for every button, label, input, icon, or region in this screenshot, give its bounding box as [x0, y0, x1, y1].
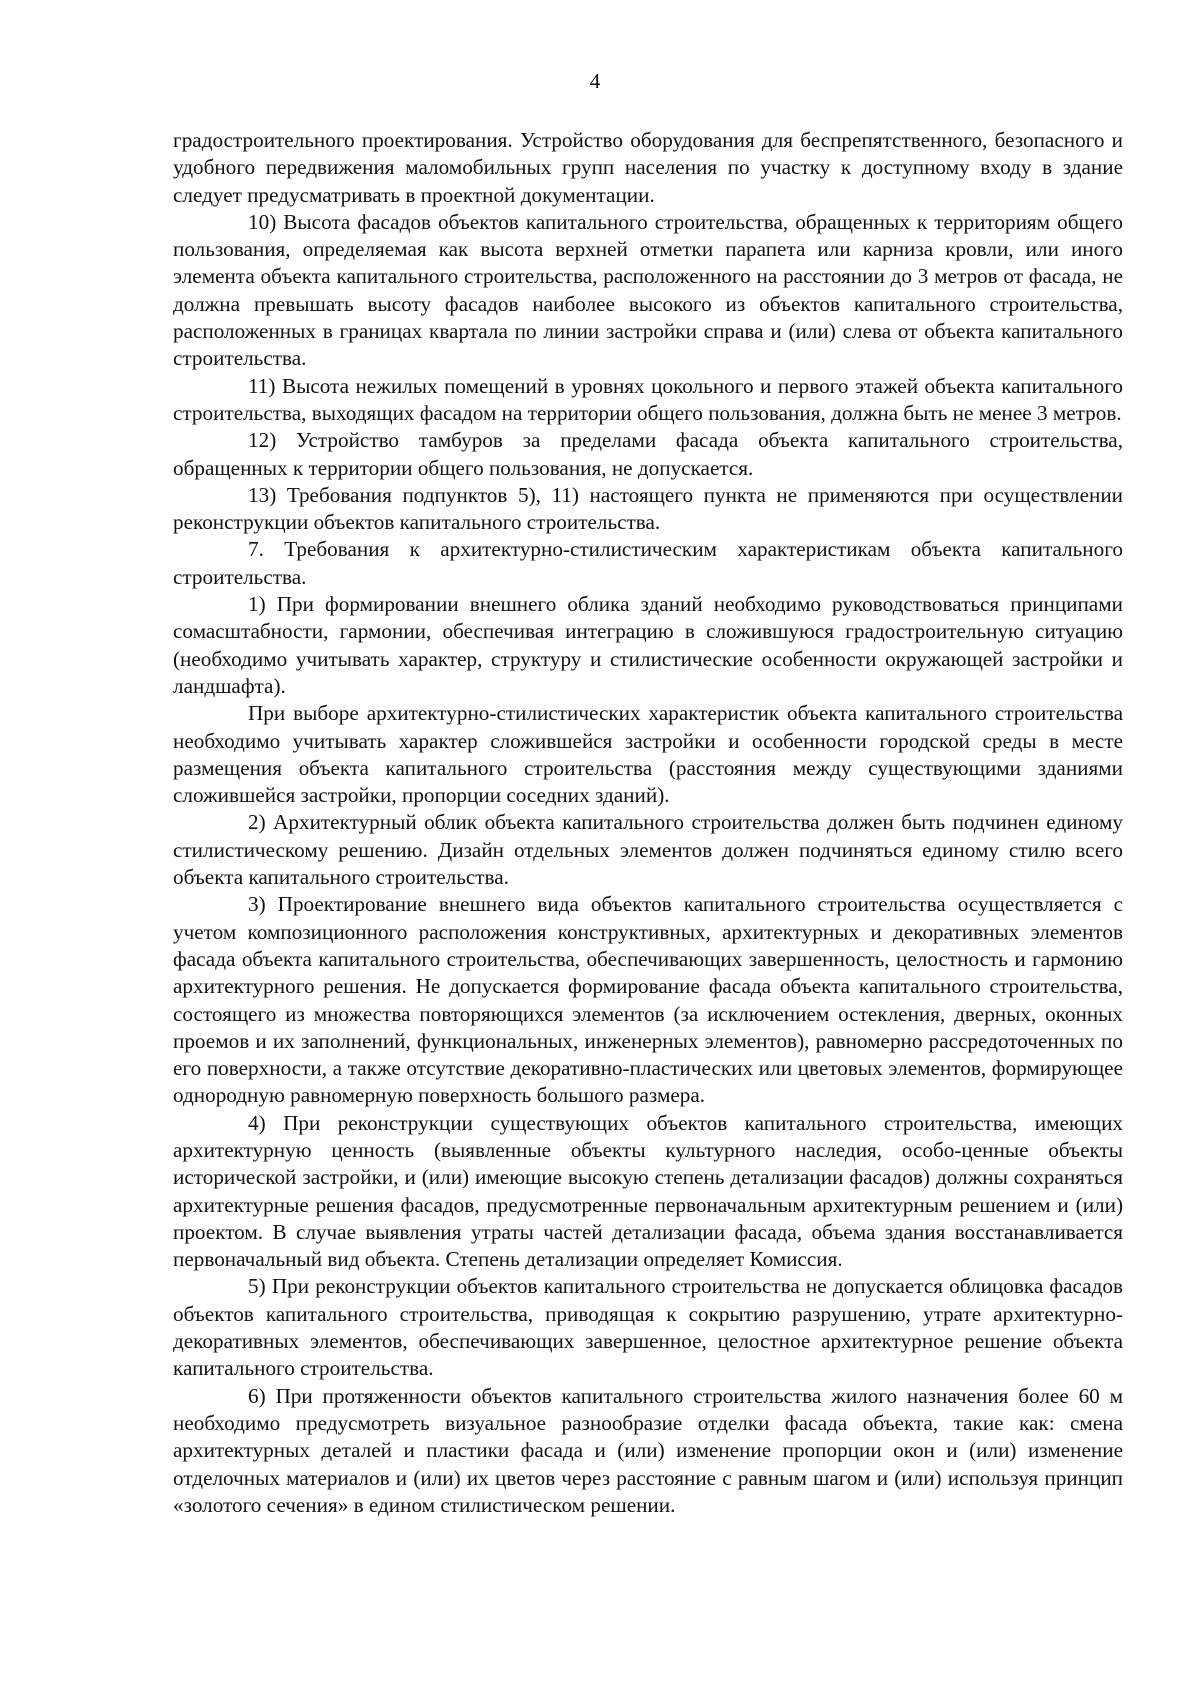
section-heading-7: 7. Требования к архитектурно-стилистическим характеристикам объекта капитального строительства.	[173, 537, 1123, 589]
paragraph-subitem-6: 6) При протяженности объектов капитального строительства жилого назначения более 60 м необходимо предусмотреть визуальное разнообразие отделки фасада объекта, такие как: смена архитектурных деталей и пластики фасада и (или) изменение пропорции окон и (или) изменение отделочных материалов и (или) их цветов через расстояние с равным шагом и (или) используя принцип «золотого сечения» в едином стилистическом решении.	[173, 1383, 1123, 1517]
paragraph-item-13: 13) Требования подпунктов 5), 11) настоящего пункта не применяются при осуществлении реконструкции объектов капитального строительства.	[173, 482, 1123, 535]
paragraph-subitem-1-continued: При выборе архитектурно-стилистических характеристик объекта капитального строительства необходимо учитывать характер сложившейся застройки и особенности городской среды в месте размещения объекта капитального строительства (расстояния между существующими зданиями сложившейся застройки, пропорции соседних зданий).	[173, 701, 1123, 808]
page-number: 4	[589, 69, 601, 93]
paragraph-continuation: градостроительного проектирования. Устройство оборудования для беспрепятственного, безопасного и удобного передвижения маломобильных групп населения по участку к доступному входу в здание следует предусматривать в проектной документации.	[173, 128, 1123, 207]
paragraph-item-12: 12) Устройство тамбуров за пределами фасада объекта капитального строительства, обращенных к территории общего пользования, не допускается.	[173, 428, 1123, 480]
paragraph-subitem-1: 1) При формировании внешнего облика зданий необходимо руководствоваться принципами сомасштабности, гармонии, обеспечивая интеграцию в сложившуюся градостроительную ситуацию (необходимо учитывать характер, структуру и стилистические особенности окружающей застройки и ландшафта).	[173, 592, 1123, 698]
paragraph-subitem-4: 4) При реконструкции существующих объектов капитального строительства, имеющих архитектурную ценность (выявленные объекты культурного наследия, особо-ценные объекты исторической застройки, и (или) имеющие высокую степень детализации фасадов) должны сохраняться архитектурные решения фасадов, предусмотренные первоначальным архитектурным решением и (или) проектом. В случае выявления утраты частей детализации фасада, объема здания восстанавливается первоначальный вид объекта. Степень детализации определяет Комиссия.	[173, 1110, 1123, 1272]
paragraph-subitem-2: 2) Архитектурный облик объекта капитального строительства должен быть подчинен единому стилистическому решению. Дизайн отдельных элементов должен подчиняться единому стилю всего объекта капитального строительства.	[173, 810, 1123, 890]
paragraph-subitem-3: 3) Проектирование внешнего вида объектов капитального строительства осуществляется с учетом композиционного расположения конструктивных, архитектурных и декоративных элементов фасада объекта капитального строительства, обеспечивающих завершенность, целостность и гармонию архитектурного решения. Не допускается формирование фасада объекта капитального строительства, состоящего из множества повторяющихся элементов (за исключением остекления, дверных, оконных проемов и их заполнений, функциональных, инженерных элементов), равномерно рассредоточенных по его поверхности, а также отсутствие декоративно-пластических или цветовых элементов, формирующее однородную равномерную поверхность большого размера.	[173, 892, 1123, 1108]
paragraph-item-10: 10) Высота фасадов объектов капитального строительства, обращенных к территориям общего пользования, определяемая как высота верхней отметки парапета или карниза кровли, или иного элемента объекта капитального строительства, расположенного на расстоянии до 3 метров от фасада, не должна превышать высоту фасадов наиболее высокого из объектов капитального строительства, расположенных в границах квартала по линии застройки справа и (или) слева от объекта капитального строительства.	[173, 209, 1123, 371]
document-body	[173, 127, 1123, 1519]
paragraph-subitem-5: 5) При реконструкции объектов капитального строительства не допускается облицовка фасадов объектов капитального строительства, приводящая к сокрытию разрушению, утрате архитектурно-декоративных элементов, обеспечивающих завершенное, целостное архитектурное решение объекта капитального строительства.	[173, 1274, 1123, 1381]
paragraph-item-11: 11) Высота нежилых помещений в уровнях цокольного и первого этажей объекта капитального строительства, выходящих фасадом на территории общего пользования, должна быть не менее 3 метров.	[173, 373, 1123, 425]
